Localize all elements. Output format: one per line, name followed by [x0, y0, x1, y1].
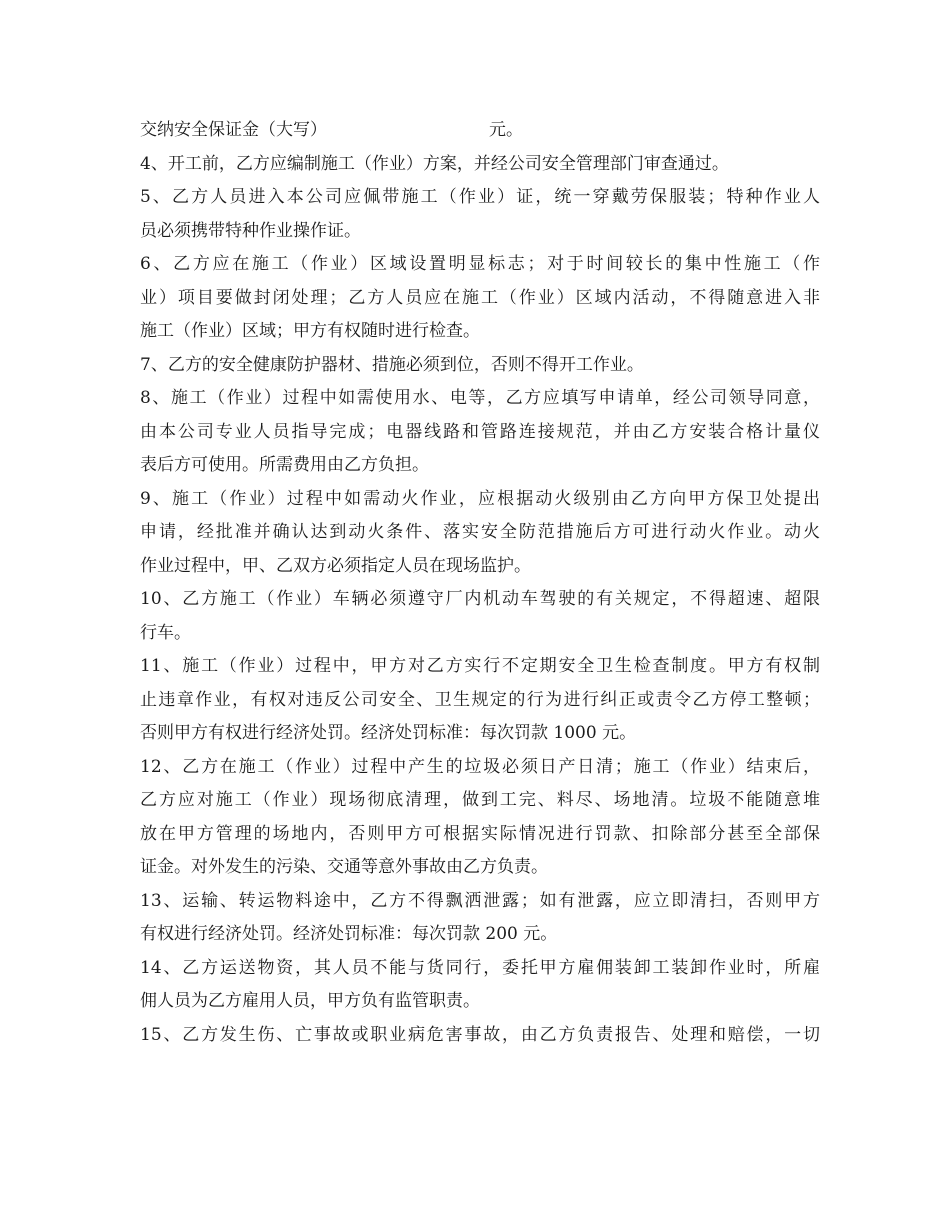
text-line: 5、乙方人员进入本公司应佩带施工（作业）证，统一穿戴劳保服装；特种作业人 [140, 187, 820, 207]
document-body [140, 114, 820, 1052]
text-line: 行车。 [140, 622, 191, 643]
deposit-suffix: 元。 [489, 120, 523, 140]
text-line: 10、乙方施工（作业）车辆必须遵守厂内机动车驾驶的有关规定，不得超速、超限 [140, 589, 820, 609]
text-line: 佣人员为乙方雇用人员，甲方负有监管职责。 [140, 991, 480, 1011]
text-line: 止违章作业，有权对违反公司安全、卫生规定的行为进行纠正或责令乙方停工整顿； [140, 689, 820, 710]
text-line: 12、乙方在施工（作业）过程中产生的垃圾必须日产日清；施工（作业）结束后， [140, 756, 820, 777]
text-line: 15、乙方发生伤、亡事故或职业病危害事故，由乙方负责报告、处理和赔偿，一切 [140, 1024, 820, 1045]
text-line: 施工（作业）区域；甲方有权随时进行检查。 [140, 321, 480, 341]
deposit-prefix: 交纳安全保证金（大写） [140, 120, 327, 140]
text-line: 业）项目要做封闭处理；乙方人员应在施工（作业）区域内活动，不得随意进入非 [140, 287, 820, 308]
text-line: 放在甲方管理的场地内，否则甲方可根据实际情况进行罚款、扣除部分甚至全部保 [140, 823, 820, 844]
text-line: 8、施工（作业）过程中如需使用水、电等，乙方应填写申请单，经公司领导同意， [140, 388, 820, 408]
text-line: 9、施工（作业）过程中如需动火作业，应根据动火级别由乙方向甲方保卫处提出 [140, 488, 820, 509]
text-line: 乙方应对施工（作业）现场彻底清理，做到工完、料尽、场地清。垃圾不能随意堆 [140, 790, 820, 810]
text-line: 员必须携带特种作业操作证。 [140, 220, 361, 241]
text-line: 7、乙方的安全健康防护器材、措施必须到位，否则不得开工作业。 [140, 354, 644, 375]
text-line: 申请，经批准并确认达到动火条件、落实安全防范措施后方可进行动火作业。动火 [140, 522, 820, 542]
text-line: 14、乙方运送物资，其人员不能与货同行，委托甲方雇佣装卸工装卸作业时，所雇 [140, 957, 820, 978]
text-line: 由本公司专业人员指导完成；电器线路和管路连接规范，并由乙方安装合格计量仪 [140, 421, 820, 442]
text-line: 13、运输、转运物料途中，乙方不得飘洒泄露；如有泄露，应立即清扫，否则甲方 [140, 890, 820, 911]
text-line: 4、开工前，乙方应编制施工（作业）方案，并经公司安全管理部门审查通过。 [140, 153, 729, 174]
deposit-line [140, 114, 820, 148]
text-line: 11、施工（作业）过程中，甲方对乙方实行不定期安全卫生检查制度。甲方有权制 [140, 656, 820, 676]
text-line: 证金。对外发生的污染、交通等意外事故由乙方负责。 [140, 857, 548, 877]
text-line: 否则甲方有权进行经济处罚。经济处罚标准：每次罚款 1000 元。 [140, 723, 637, 743]
text-line: 表后方可使用。所需费用由乙方负担。 [140, 455, 429, 475]
text-line: 6、乙方应在施工（作业）区域设置明显标志；对于时间较长的集中性施工（作 [140, 254, 820, 274]
text-line: 有权进行经济处罚。经济处罚标准：每次罚款 200 元。 [140, 924, 558, 944]
text-line: 作业过程中，甲、乙双方必须指定人员在现场监护。 [140, 555, 531, 576]
